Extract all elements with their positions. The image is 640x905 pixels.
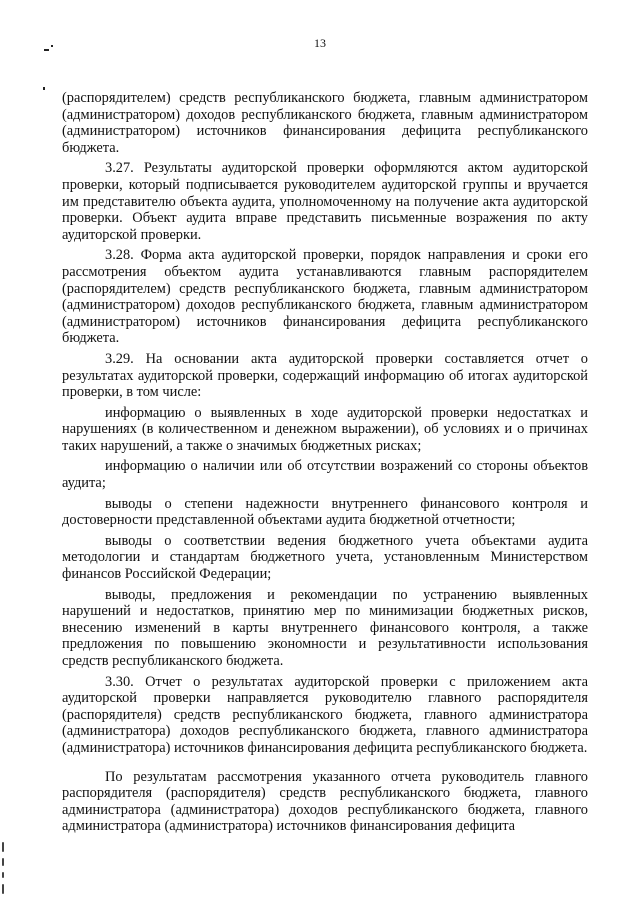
scan-artifact bbox=[2, 884, 4, 894]
paragraph: По результатам рассмотрения указанного отчета руководитель главного распорядителя (распорядителя) средств республиканского бюджета, главного администратора (администратора) доходов республиканского бюджета, главного администратора (администратора) источников финансирования дефицита bbox=[62, 768, 588, 835]
scan-artifact bbox=[2, 872, 4, 878]
paragraph-3-27: 3.27. Результаты аудиторской проверки оформляются актом аудиторской проверки, который подписывается руководителем аудиторской группы и вручается им представителю объекта аудита, уполномоченному на получение акта аудиторской проверки. Объект аудита вправе представить письменные возражения по акту аудиторской проверки. bbox=[62, 160, 588, 243]
scan-artifact bbox=[2, 858, 4, 866]
document-body bbox=[62, 90, 588, 835]
scan-artifact bbox=[2, 842, 4, 852]
list-item: выводы, предложения и рекомендации по устранению выявленных нарушений и недостатков, принятию мер по минимизации бюджетных рисков, внесению изменений в карты внутреннего финансового контроля, а также предложения по повышению экономности и результативности использования средств республиканского бюджета. bbox=[62, 586, 588, 669]
list-item: информацию о выявленных в ходе аудиторской проверки недостатках и нарушениях (в количественном и денежном выражении), об условиях и о причинах таких нарушений, а также о значимых бюджетных рисках; bbox=[62, 404, 588, 454]
paragraph: (распорядителем) средств республиканского бюджета, главным администратором (администратором) доходов республиканского бюджета, главным администратором (администратором) источников финансирования дефицита республиканского бюджета. bbox=[62, 90, 588, 156]
scan-artifact bbox=[43, 87, 45, 90]
paragraph-3-29: 3.29. На основании акта аудиторской проверки составляется отчет о результатах аудиторской проверки, содержащий информацию об итогах аудиторской проверки, в том числе: bbox=[62, 350, 588, 401]
scan-artifact bbox=[51, 45, 53, 47]
paragraph-3-28: 3.28. Форма акта аудиторской проверки, порядок направления и сроки его рассмотрения объектом аудита устанавливаются главным распорядителем (распорядителем) средств республиканского бюджета, главным администратором (администратором) доходов республиканского бюджета, главным администратором (администратором) источников финансирования дефицита республиканского бюджета. bbox=[62, 247, 588, 347]
page-number: 13 bbox=[314, 36, 326, 50]
list-item: выводы о соответствии ведения бюджетного учета объектами аудита методологии и стандартам бюджетного учета, установленным Министерством финансов Российской Федерации; bbox=[62, 532, 588, 583]
list-item: информацию о наличии или об отсутствии возражений со стороны объектов аудита; bbox=[62, 458, 588, 492]
list-item: выводы о степени надежности внутреннего финансового контроля и достоверности представленной объектами аудита бюджетной отчетности; bbox=[62, 495, 588, 529]
scan-artifact bbox=[44, 49, 49, 51]
paragraph-3-30: 3.30. Отчет о результатах аудиторской проверки с приложением акта аудиторской проверки направляется руководителю главного распорядителя (распорядителя) средств республиканского бюджета, главного администратора (администратора) доходов республиканского бюджета, главного администратора (администратора) источников финансирования дефицита республиканского бюджета. bbox=[62, 673, 588, 756]
